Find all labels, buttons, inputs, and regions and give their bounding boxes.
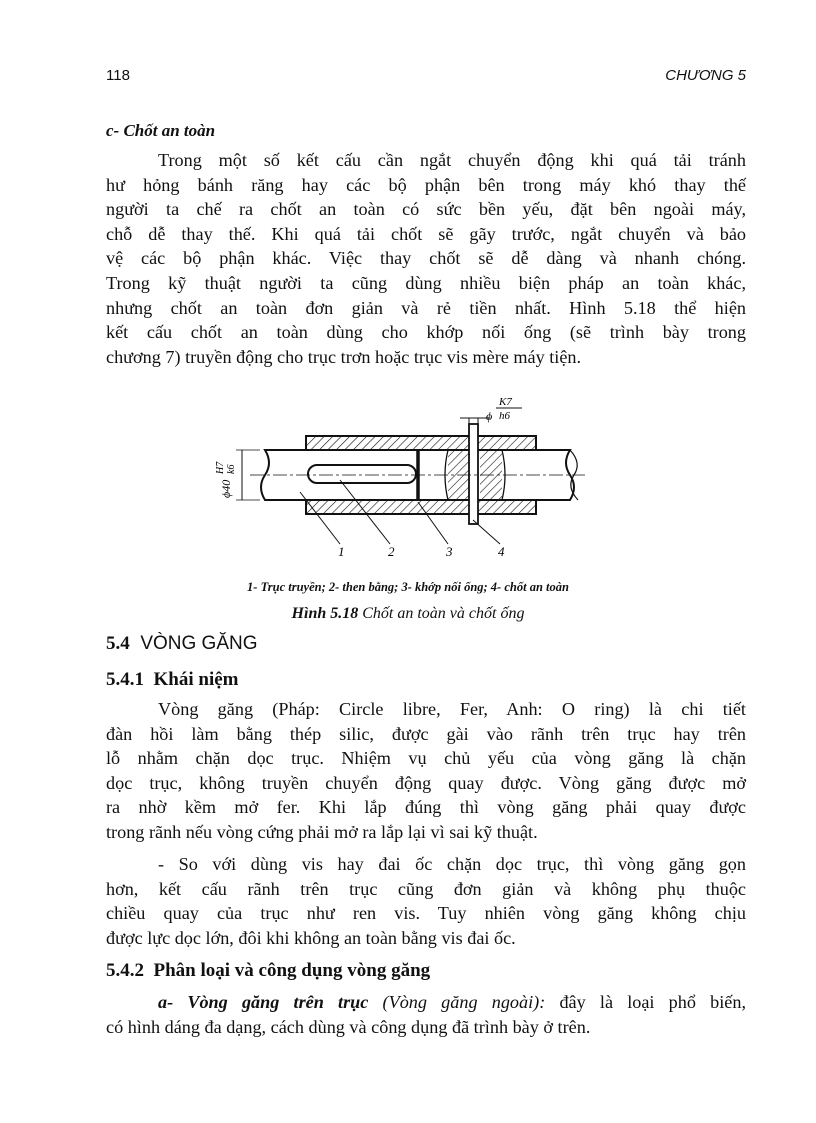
- section-c-title: c- Chốt an toàn: [106, 121, 216, 140]
- concept-paragraph-1: [106, 697, 746, 845]
- callout-3: 3: [446, 544, 453, 559]
- chapter-title: CHƯƠNG 5: [665, 67, 746, 84]
- text-line: chương 7) truyền động cho trục trơn hoặc trục vis mère máy tiện.: [106, 346, 582, 367]
- text-line: lỗ nhằm chặn dọc trục. Nhiệm vụ chủ yếu của vòng găng là chặn: [106, 748, 746, 769]
- text-line: đàn hồi làm bằng thép silic, được gài vào rãnh trên trục hay trên: [106, 723, 746, 744]
- text-line: ra nhờ kềm mở fer. Khi lắp đúng thì vòng găng phải quay được: [106, 797, 746, 818]
- text-line: vệ các bộ phận khác. Việc thay chốt sẽ dễ dàng và nhanh chóng.: [106, 248, 746, 269]
- figure-legend: 1- Trục truyền; 2- then bằng; 3- khớp nối ống; 4- chốt an toàn: [247, 580, 569, 594]
- figure-caption-label: Hình 5.18: [291, 605, 359, 622]
- section-title: Phân loại và công dụng vòng găng: [153, 960, 431, 981]
- lead-italic: (Vòng găng ngoài):: [368, 992, 546, 1012]
- section-5-4-heading: [106, 633, 258, 655]
- section-number: 5.4.2: [106, 960, 144, 981]
- concept-paragraph-2: [106, 852, 746, 950]
- figure-caption: [0, 605, 816, 623]
- pin-fit-numerator: K7: [499, 396, 512, 408]
- text-line: Trong kỹ thuật người ta cũng dùng nhiều biện pháp an toàn khác,: [106, 272, 746, 293]
- callout-2: 2: [388, 544, 395, 559]
- lead-bold: a- Vòng găng trên trục: [158, 992, 369, 1012]
- section-title: VÒNG GĂNG: [140, 633, 258, 654]
- text-line: Trong một số kết cấu cần ngắt chuyển động khi quá tải tránh: [158, 150, 746, 170]
- text-line: [106, 990, 746, 1015]
- section-number: 5.4.1: [106, 669, 144, 690]
- text-line: kết cấu chốt an toàn dùng cho khớp nối ống (sẽ trình bày trong: [106, 322, 746, 343]
- callout-1: 1: [338, 544, 345, 559]
- callout-4: 4: [498, 544, 505, 559]
- safety-pin-coupling-drawing: [190, 392, 610, 567]
- text-line: hơn, kết cấu rãnh trên trục cũng đơn giản và không phụ thuộc: [106, 878, 746, 899]
- shaft-fit-numerator: H7: [215, 461, 226, 474]
- section-5-4-2-heading: [106, 960, 430, 982]
- shaft-fit-denominator: k6: [226, 464, 237, 474]
- text-line: người ta chế ra chốt an toàn có sức bền yếu, đặt bên ngoài máy,: [106, 199, 746, 220]
- lead-rest: đây là loại phổ biến,: [545, 992, 746, 1012]
- section-title: Khái niệm: [153, 669, 239, 690]
- figure-caption-text: Chốt an toàn và chốt ống: [358, 605, 525, 622]
- classification-paragraph: [106, 990, 746, 1039]
- text-line: hư hỏng bánh răng hay các bộ phận bên trong máy khó thay thế: [106, 174, 746, 195]
- text-line: chiều quay của trục như ren vis. Tuy nhiên vòng găng không chịu: [106, 903, 746, 924]
- text-line: Vòng găng (Pháp: Circle libre, Fer, Anh: O ring) là chi tiết: [158, 699, 746, 719]
- section-c-paragraph: [106, 148, 746, 369]
- pin-fit-denominator: h6: [499, 410, 510, 422]
- section-number: 5.4: [106, 633, 130, 654]
- section-5-4-1-heading: [106, 669, 238, 691]
- shaft-diameter-label: ϕ40: [219, 479, 233, 498]
- text-line: có hình dáng đa dạng, cách dùng và công dụng đã trình bày ở trên.: [106, 1016, 591, 1037]
- text-line: trong rãnh nếu vòng cứng phải mở ra lắp lại vì sai kỹ thuật.: [106, 821, 538, 842]
- text-line: được lực dọc lớn, đôi khi không an toàn bằng vis đai ốc.: [106, 927, 516, 948]
- text-line: - So với dùng vis hay đai ốc chặn dọc trục, thì vòng găng gọn: [158, 854, 746, 874]
- text-line: chỗ dễ thay thế. Khi quá tải chốt sẽ gãy trước, ngắt chuyển và bảo: [106, 223, 746, 244]
- page-number: 118: [106, 67, 130, 84]
- text-line: dọc trục, không truyền chuyển động quay được. Vòng găng được mở: [106, 772, 746, 793]
- fit-phi-symbol: ϕ: [486, 409, 493, 423]
- text-line: nhưng chốt an toàn đơn giản và rẻ tiền nhất. Hình 5.18 thể hiện: [106, 297, 746, 318]
